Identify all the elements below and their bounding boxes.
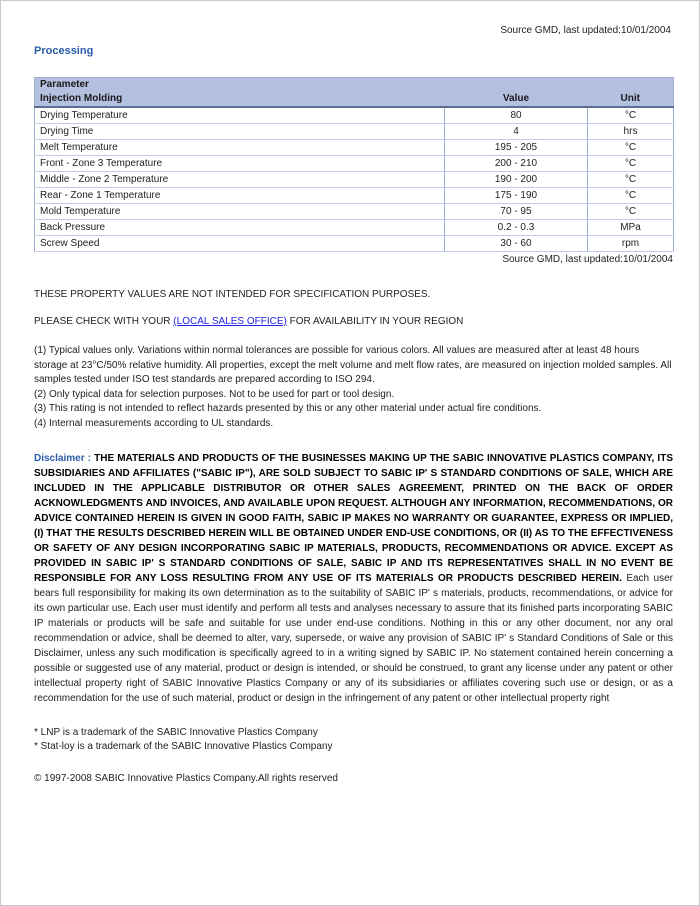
value-cell: 195 - 205 — [445, 140, 588, 156]
param-cell: Drying Time — [35, 124, 445, 140]
table-group-header: Parameter — [35, 78, 674, 93]
availability-prefix: PLEASE CHECK WITH YOUR — [34, 316, 174, 327]
value-cell: 175 - 190 — [445, 188, 588, 204]
footnote-4: (4) Internal measurements according to UL standards. — [34, 417, 274, 429]
value-cell: 80 — [445, 107, 588, 124]
table-row — [35, 236, 674, 252]
table-group-header-row — [35, 78, 674, 93]
table-row — [35, 107, 674, 124]
unit-cell: °C — [588, 107, 674, 124]
table-row — [35, 188, 674, 204]
value-cell: 190 - 200 — [445, 172, 588, 188]
param-cell: Mold Temperature — [35, 204, 445, 220]
table-row — [35, 124, 674, 140]
footnote-1: (1) Typical values only. Variations within normal tolerances are possible for various colors. All values are measured after at least 48 hours storage at 23°C/50% relative humidity. All properties, except the melt volume and melt flow rates, are measured on injection molded samples. All samples tested under ISO test standards are prepared according to ISO 294. — [34, 345, 672, 385]
unit-cell: °C — [588, 156, 674, 172]
table-row — [35, 140, 674, 156]
trademark-statloy: * Stat-loy is a trademark of the SABIC Innovative Plastics Company — [34, 741, 333, 752]
footnotes-block — [34, 344, 673, 431]
unit-cell: hrs — [588, 124, 674, 140]
unit-cell: °C — [588, 188, 674, 204]
unit-cell: °C — [588, 172, 674, 188]
trademarks-block — [34, 726, 671, 754]
footnote-3: (3) This rating is not intended to reflect hazards presented by this or any other material under actual fire conditions. — [34, 403, 542, 414]
param-cell: Middle - Zone 2 Temperature — [35, 172, 445, 188]
value-cell: 70 - 95 — [445, 204, 588, 220]
param-cell: Screw Speed — [35, 236, 445, 252]
unit-cell: °C — [588, 140, 674, 156]
value-cell: 200 - 210 — [445, 156, 588, 172]
source-note-top: Source GMD, last updated:10/01/2004 — [500, 25, 671, 36]
availability-notice — [34, 315, 671, 328]
copyright-line: © 1997-2008 SABIC Innovative Plastics Company.All rights reserved — [34, 773, 338, 784]
column-header-value: Value — [445, 92, 588, 107]
specification-notice: THESE PROPERTY VALUES ARE NOT INTENDED FOR SPECIFICATION PURPOSES. — [34, 289, 431, 300]
param-cell: Front - Zone 3 Temperature — [35, 156, 445, 172]
disclaimer-paragraph — [34, 451, 673, 706]
param-cell: Back Pressure — [35, 220, 445, 236]
unit-cell: rpm — [588, 236, 674, 252]
section-title-processing: Processing — [34, 45, 94, 57]
value-cell: 0.2 - 0.3 — [445, 220, 588, 236]
param-cell: Rear - Zone 1 Temperature — [35, 188, 445, 204]
column-header-parameter: Injection Molding — [35, 92, 445, 107]
table-row — [35, 204, 674, 220]
disclaimer-label: Disclaimer : — [34, 453, 95, 464]
disclaimer-bold-text: THE MATERIALS AND PRODUCTS OF THE BUSINESSES MAKING UP THE SABIC INNOVATIVE PLASTICS COMPANY, ITS SUBSIDIARIES AND AFFILIATES ("SABIC IP"), ARE SOLD SUBJECT TO SABIC IP' S STANDARD CONDITIONS OF SALE, WHICH ARE INCLUDED IN THE APPLICABLE DISTRIBUTOR OR OTHER SALES AGREEMENT, PRINTED ON THE BACK OF ORDER ACKNOWLEDGMENTS AND INVOICES, AND AVAILABLE UPON REQUEST. ALTHOUGH ANY INFORMATION, RECOMMENDATIONS, OR ADVICE CONTAINED HEREIN IS GIVEN IN GOOD FAITH, SABIC IP MAKES NO WARRANTY OR GUARANTEE, EXPRESS OR IMPLIED, (I) THAT THE RESULTS DESCRIBED HEREIN WILL BE OBTAINED UNDER END-USE CONDITIONS, OR (II) AS TO THE EFFECTIVENESS OR SAFETY OF ANY DESIGN INCORPORATING SABIC IP MATERIALS, PRODUCTS, RECOMMENDATIONS OR ADVICE. EXCEPT AS PROVIDED IN SABIC IP' S STANDARD CONDITIONS OF SALE, SABIC IP AND ITS REPRESENTATIVES SHALL IN NO EVENT BE RESPONSIBLE FOR ANY LOSS RESULTING FROM ANY USE OF ITS MATERIALS OR PRODUCTS DESCRIBED HEREIN. — [34, 453, 673, 584]
table-row — [35, 220, 674, 236]
disclaimer-normal-text: Each user bears full responsibility for making its own determination as to the suitability of SABIC IP' s materials, products, recommendations, or advice for its own particular use. Each user must identify and perform all tests and analyses necessary to assure that its finished parts incorporating SABIC IP materials or products will be safe and suitable for use under end-use conditions. Nothing in this or any other document, nor any oral recommendation or advice, shall be deemed to alter, vary, supersede, or waive any provision of SABIC IP' s Standard Conditions of Sale or this Disclaimer, unless any such modification is specifically agreed to in a writing signed by SABIC IP. No statement contained herein concerning a possible or suggested use of any material, product or design is intended, or should be construed, to grant any license under any patent or other intellectual property right of SABIC Innovative Plastics Company or any of its subsidiaries or affiliates covering such use or design, or as a recommendation for the use of such material, product or design in the infringement of any patent or other intellectual property right — [34, 573, 673, 704]
unit-cell: MPa — [588, 220, 674, 236]
source-note-below-table: Source GMD, last updated:10/01/2004 — [502, 254, 673, 265]
trademark-lnp: * LNP is a trademark of the SABIC Innovative Plastics Company — [34, 727, 318, 738]
availability-suffix: FOR AVAILABILITY IN YOUR REGION — [286, 316, 464, 327]
param-cell: Drying Temperature — [35, 107, 445, 124]
local-sales-office-link[interactable]: (LOCAL SALES OFFICE) — [173, 316, 287, 327]
value-cell: 4 — [445, 124, 588, 140]
unit-cell: °C — [588, 204, 674, 220]
value-cell: 30 - 60 — [445, 236, 588, 252]
param-cell: Melt Temperature — [35, 140, 445, 156]
injection-molding-table — [34, 77, 674, 252]
table-column-header-row — [35, 92, 674, 107]
footnote-2: (2) Only typical data for selection purposes. Not to be used for part or tool design. — [34, 388, 395, 400]
column-header-unit: Unit — [588, 92, 674, 107]
table-row — [35, 172, 674, 188]
table-row — [35, 156, 674, 172]
